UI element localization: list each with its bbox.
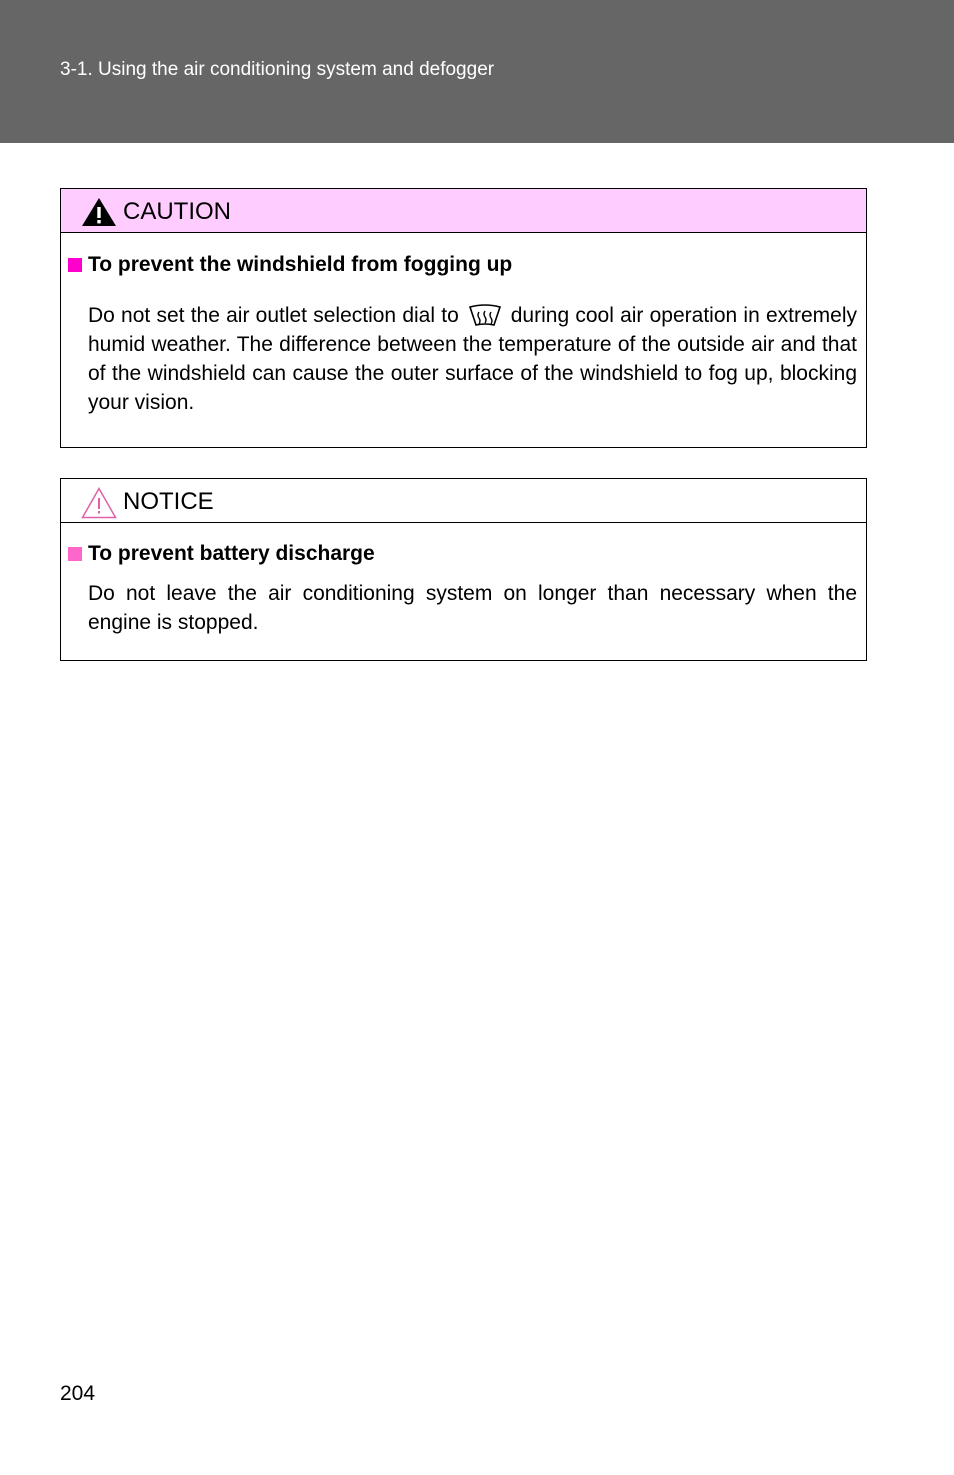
square-bullet-icon <box>68 547 82 561</box>
page-header <box>0 0 954 143</box>
notice-box <box>60 478 867 661</box>
caution-text-end: during cool air operation in extremely humid weather. The difference between the temperature of the outside air and that of the windshield can cause the outer surface of the windshield to fog up, blocking your vision. <box>88 304 857 414</box>
square-bullet-icon <box>68 258 82 272</box>
notice-header <box>61 479 866 523</box>
caution-heading-text: To prevent the windshield from fogging up <box>88 253 513 276</box>
notice-triangle-icon <box>81 487 117 519</box>
caution-heading <box>68 253 512 277</box>
page-number: 204 <box>60 1382 96 1405</box>
caution-label: CAUTION <box>123 198 231 225</box>
notice-label: NOTICE <box>123 488 214 515</box>
warning-triangle-icon <box>81 197 117 227</box>
notice-heading <box>68 542 375 566</box>
caution-text-start: Do not set the air outlet selection dial to <box>88 304 459 327</box>
windshield-defrost-icon <box>467 304 503 328</box>
notice-body: Do not leave the air conditioning system on longer than necessary when the engine is stopped. <box>88 582 857 634</box>
caution-box <box>60 188 867 448</box>
caution-header <box>61 189 866 233</box>
section-title: 3-1. Using the air conditioning system and defogger <box>60 59 495 80</box>
caution-body <box>88 301 857 417</box>
notice-heading-text: To prevent battery discharge <box>88 542 375 565</box>
